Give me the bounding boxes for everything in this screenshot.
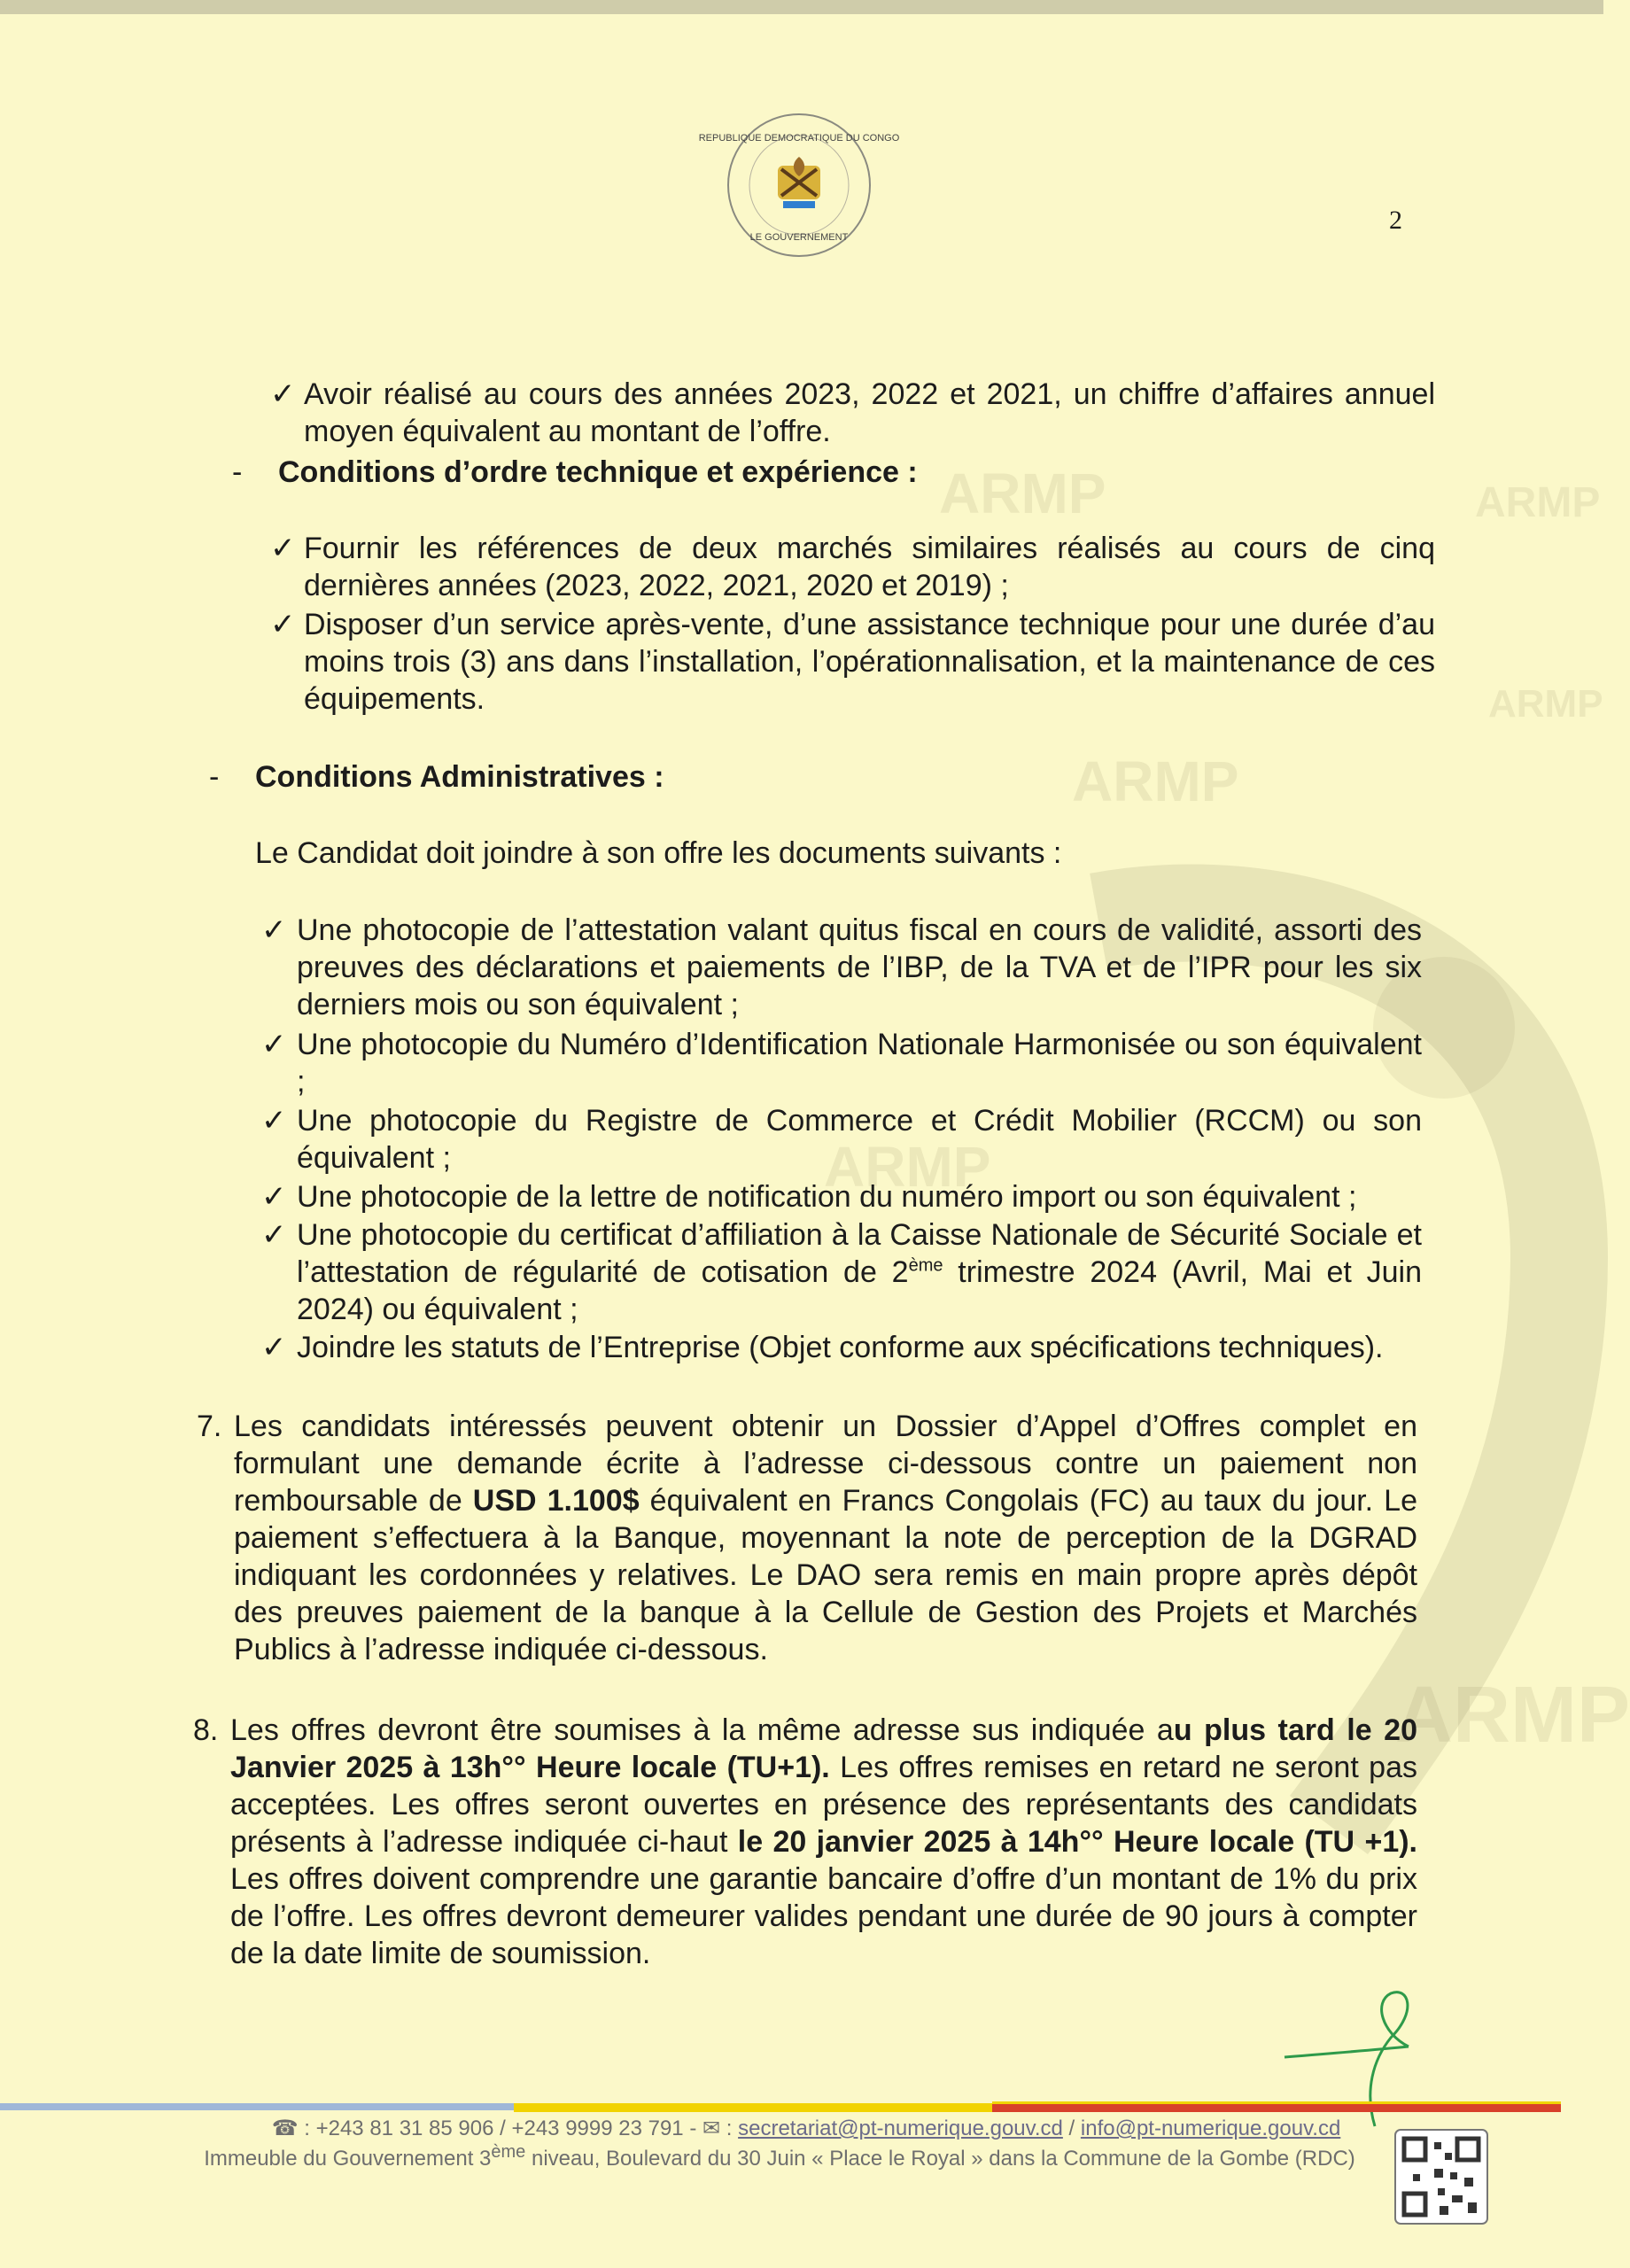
watermark: ARMP [1072, 750, 1239, 813]
list-item: Fournir les références de deux marchés similaires réalisés au cours de cinq dernières années (2023, 2022, 2021, 2020 et 2019) ; [304, 532, 1435, 602]
list-item: Une photocopie de la lettre de notification du numéro import ou son équivalent ; [297, 1180, 1357, 1214]
paragraph-8: Les offres devront être soumises à la même adresse sus indiquée au plus tard le 20 Janvier 2025 à 13h°° Heure locale (TU+1). Les offres remises en retard ne seront pas acceptées. Les offres seront ouvertes en présence des représentants des candidats présents à l’adresse indiquée ci-haut le 20 janvier 2025 à 14h°° Heure locale (TU +1). Les offres doivent comprendre une garantie bancaire d’offre d’un montant de 1% du prix de l’offre. Les offres devront demeurer valides pendant une durée de 90 jours à compter de la date limite de soumission. [230, 1713, 1418, 1970]
check-icon: ✓ [270, 608, 296, 641]
footer-contact: ☎ : +243 81 31 85 906 / +243 9999 23 791 - ✉ : secretariat@pt-numerique.gouv.cd / info@pt-numerique.gouv.cd [271, 2117, 1341, 2140]
paragraph-7: Les candidats intéressés peuvent obtenir un Dossier d’Appel d’Offres complet en formulant une demande écrite à l’adresse ci-dessous contre un paiement non remboursable de USD 1.100$ équivalent en Francs Congolais (FC) au taux du jour. Le paiement s’effectuera à la Banque, moyennant la note de perception de la DGRAD indiquant les cordonnées y relatives. Le DAO sera remis en main propre après dépôt des preuves paiement de la banque à la Cellule de Gestion des Projets et Marchés Publics à l’adresse indiquée ci-dessous. [234, 1410, 1417, 1666]
bullet-dash: - [232, 455, 243, 489]
list-item: Une photocopie du Registre de Commerce et Crédit Mobilier (RCCM) ou son équivalent ; [297, 1104, 1422, 1175]
section-heading-technical: Conditions d’ordre technique et expérience : [278, 455, 918, 489]
watermark: ARMP [1395, 1671, 1630, 1759]
footer-color-stripe [0, 2101, 1561, 2113]
list-item: Une photocopie du certificat d’affiliation à la Caisse Nationale de Sécurité Sociale et l’attestation de régularité de cotisation de 2ème trimestre 2024 (Avril, Mai et Juin 2024) ou équivalent ; [297, 1218, 1422, 1326]
section-heading-administrative: Conditions Administratives : [255, 760, 664, 794]
bullet-dash: - [209, 760, 220, 794]
check-icon: ✓ [261, 1104, 287, 1138]
paragraph-number: 7. [197, 1410, 222, 1443]
email-link-info[interactable]: info@pt-numerique.gouv.cd [1080, 2117, 1341, 2140]
check-icon: ✓ [270, 377, 296, 411]
list-item: Joindre les statuts de l’Entreprise (Objet conforme aux spécifications techniques). [297, 1331, 1384, 1364]
check-icon: ✓ [261, 1218, 287, 1252]
seal-ring-bottom: LE GOUVERNEMENT [749, 232, 849, 243]
list-item: Une photocopie de l’attestation valant quitus fiscal en cours de validité, assorti des preuves des déclarations et paiements de l’IBP, de la TVA et de l’IPR pour les six derniers mois ou son équivalent ; [297, 913, 1422, 1021]
check-icon: ✓ [261, 1180, 287, 1214]
watermark: ARMP [1488, 682, 1603, 726]
list-item: Disposer d’un service après-vente, d’une assistance technique pour une durée d’au moins trois (3) ans dans l’installation, l’opérationnalisation, et la maintenance de ces équipements. [304, 608, 1435, 716]
government-seal [698, 111, 900, 260]
check-icon: ✓ [261, 1028, 287, 1061]
watermark: ARMP [1475, 479, 1601, 526]
email-link-secretariat[interactable]: secretariat@pt-numerique.gouv.cd [738, 2117, 1063, 2140]
watermark: ARMP [939, 462, 1106, 525]
scan-edge [0, 0, 1603, 14]
mail-icon: ✉ [702, 2117, 721, 2140]
admin-intro: Le Candidat doit joindre à son offre les documents suivants : [255, 836, 1062, 870]
paragraph-number: 8. [193, 1713, 219, 1747]
footer-address: Immeuble du Gouvernement 3ème niveau, Boulevard du 30 Juin « Place le Royal » dans la Commune de la Gombe (RDC) [204, 2142, 1355, 2171]
list-item: Une photocopie du Numéro d’Identification Nationale Harmonisée ou son équivalent ; [297, 1028, 1422, 1099]
check-icon: ✓ [261, 1331, 287, 1364]
list-item: Avoir réalisé au cours des années 2023, 2022 et 2021, un chiffre d’affaires annuel moyen équivalent au montant de l’offre. [304, 377, 1435, 448]
qr-code-icon [1395, 2130, 1487, 2224]
check-icon: ✓ [270, 532, 296, 565]
check-icon: ✓ [261, 913, 287, 947]
page-number: 2 [1389, 206, 1402, 235]
phone-icon: ☎ [271, 2117, 299, 2140]
watermark: ARMP [824, 1135, 991, 1199]
seal-ring-top: REPUBLIQUE DEMOCRATIQUE DU CONGO [698, 133, 900, 144]
